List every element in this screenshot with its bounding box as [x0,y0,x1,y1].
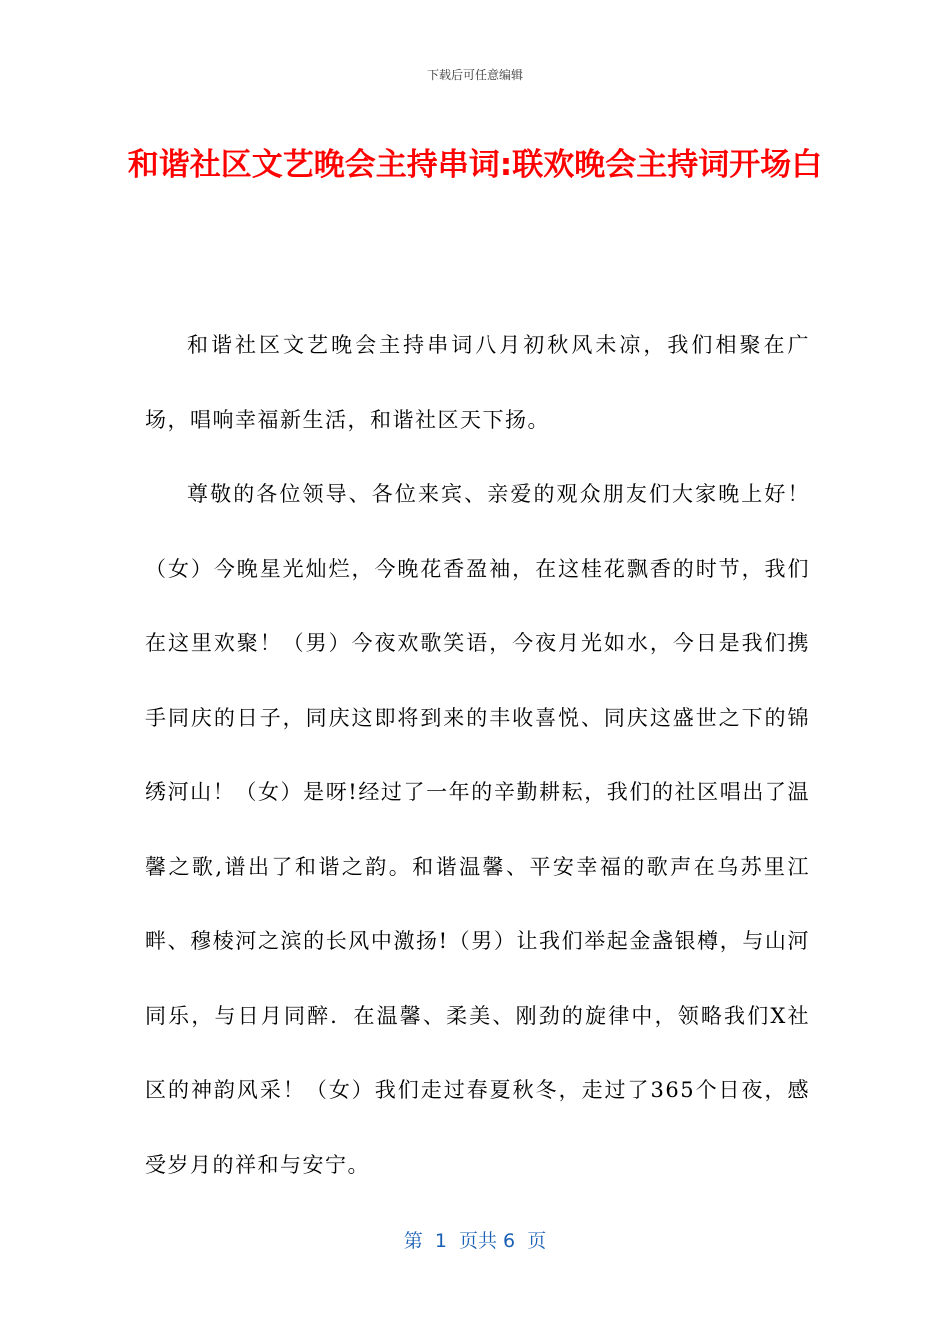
page-number: 第 1 页共 6 页 [403,1230,547,1252]
paragraph-greeting: 尊敬的各位领导、各位来宾、亲爱的观众朋友们大家晚上好！（女）今晚星光灿烂，今晚花香盈袖，在这桂花飘香的时节，我们在这里欢聚！（男）今夜欢歌笑语，今夜月光如水，今日是我们携手同庆的日子，同庆这即将到来的丰收喜悦、同庆这盛世之下的锦绣河山！（女）是呀!经过了一年的辛勤耕耘，我们的社区唱出了温馨之歌,谱出了和谐之韵。和谐温馨、平安幸福的歌声在乌苏里江畔、穆棱河之滨的长风中激扬!（男）让我们举起金盏银樽，与山河同乐，与日月同醉．在温馨、柔美、刚劲的旋律中，领略我们X社区的神韵风采！（女）我们走过春夏秋冬，走过了365个日夜，感受岁月的祥和与安宁。 [145,482,810,1177]
document-body [145,308,810,1202]
document-title: 和谐社区文艺晚会主持串词:联欢晚会主持词开场白 [127,147,823,183]
paragraph-intro: 和谐社区文艺晚会主持串词八月初秋风未凉，我们相聚在广场，唱响幸福新生活，和谐社区天下扬。 [145,333,810,432]
header-note: 下载后可任意编辑 [426,68,523,82]
